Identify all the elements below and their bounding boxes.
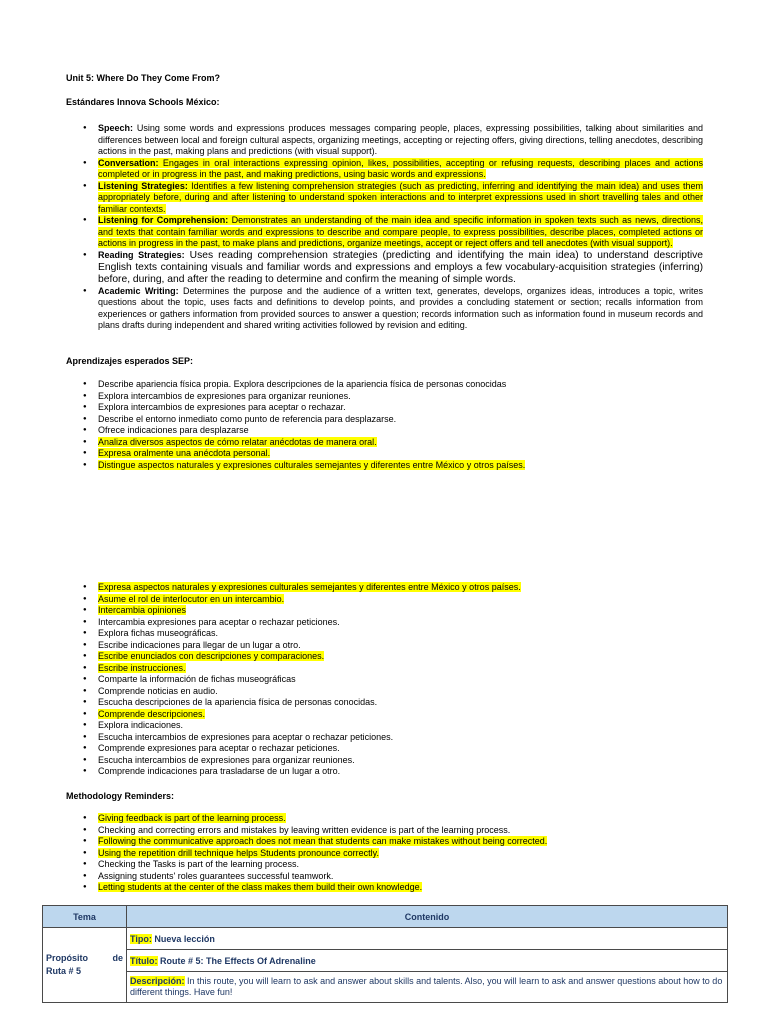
header-contenido: Contenido xyxy=(127,906,728,928)
table-row xyxy=(43,950,728,972)
sep-item-text: Explora intercambios de expresiones para aceptar o rechazar. xyxy=(98,402,346,412)
sep-item-text: Explora fichas museográficas. xyxy=(98,628,219,638)
standard-text: Demonstrates an understanding of the main idea and specific information in spoken texts such as news, directions, and texts that contain familiar words and expressions to describe and compare people, to express possibilities, describe places, completed actions or actions in progress in the past, to make plans and predictions, organize meetings, accept or reject offers and tell anecdotes (with visual support). xyxy=(98,215,703,248)
tipo-label: Tipo: xyxy=(130,933,152,944)
sep-list-2 xyxy=(66,582,706,778)
sep-item xyxy=(66,414,706,426)
standard-term: Listening for Comprehension: xyxy=(98,215,229,225)
sep-item xyxy=(66,686,706,698)
sep-item xyxy=(66,755,706,767)
sep-item-text: Comparte la información de fichas museográficas xyxy=(98,674,296,684)
sep-item-text: Asume el rol de interlocutor en un intercambio. xyxy=(98,593,285,604)
sep-item-text: Comprende expresiones para aceptar o rechazar peticiones. xyxy=(98,743,340,753)
proposito-line-1: Propósito de xyxy=(46,953,123,963)
sep-item-text: Escribe enunciados con descripciones y comparaciones. xyxy=(98,651,325,661)
tipo-value: Nueva lección xyxy=(151,933,215,944)
sep-item-text: Expresa aspectos naturales y expresiones culturales semejantes y diferentes entre México y otros países. xyxy=(98,582,521,592)
sep-item-text: Intercambia opiniones xyxy=(98,605,187,615)
sep-item-text: Ofrece indicaciones para desplazarse xyxy=(98,425,249,435)
standard-text: Engages in oral interactions expressing opinion, likes, possibilities, accepting or refusing requests, describing places and actions completed or in progress in the past, and making predictions, using basic words and expressions. xyxy=(98,157,703,179)
standard-term: Listening Strategies: xyxy=(98,180,188,191)
methodology-item xyxy=(66,882,706,894)
table-row xyxy=(43,928,728,950)
sep-item xyxy=(66,437,706,449)
sep-item-text: Escribe indicaciones para llegar de un lugar a otro. xyxy=(98,639,301,650)
sep-item-text: Escucha intercambios de expresiones para organizar reuniones. xyxy=(98,754,355,765)
sep-item xyxy=(66,766,706,778)
sep-item xyxy=(66,582,706,594)
sep-item xyxy=(66,402,706,414)
titulo-label: Título: xyxy=(130,955,158,966)
methodology-list xyxy=(66,813,706,894)
descripcion-value: In this route, you will learn to ask and answer about skills and talents. Also, you will learn to ask and answer questions about how to do different things. Have fun! xyxy=(130,976,723,997)
sep-item-text: Escucha descripciones de la apariencia física de personas conocidas. xyxy=(98,697,378,707)
titulo-cell xyxy=(127,950,728,972)
sep-item-text: Explora intercambios de expresiones para organizar reuniones. xyxy=(98,390,351,401)
standard-item xyxy=(66,286,703,332)
sep-item-text: Distingue aspectos naturales y expresiones culturales semejantes y diferentes entre México y otros países. xyxy=(98,459,526,470)
methodology-item-text: Giving feedback is part of the learning process. xyxy=(98,813,286,823)
sep-item xyxy=(66,640,706,652)
methodology-item xyxy=(66,859,706,871)
standard-item xyxy=(66,158,703,181)
sep-list-1 xyxy=(66,379,706,471)
unit-title: Unit 5: Where Do They Come From? xyxy=(66,73,221,83)
sep-item xyxy=(66,697,706,709)
sep-item-text: Describe el entorno inmediato como punto de referencia para desplazarse. xyxy=(98,413,397,424)
sep-item xyxy=(66,651,706,663)
descripcion-label: Descripción: xyxy=(130,976,185,986)
sep-item xyxy=(66,594,706,606)
sep-item-text: Analiza diversos aspectos de cómo relatar anécdotas de manera oral. xyxy=(98,436,377,447)
standard-item xyxy=(66,181,703,216)
sep-item xyxy=(66,448,706,460)
sep-item-text: Comprende descripciones. xyxy=(98,708,206,719)
descripcion-cell xyxy=(127,972,728,1003)
sep-item-text: Escucha intercambios de expresiones para aceptar o rechazar peticiones. xyxy=(98,731,394,742)
sep-item-text: Comprende indicaciones para trasladarse de un lugar a otro. xyxy=(98,766,341,776)
tipo-cell xyxy=(127,928,728,950)
standard-text: Uses reading comprehension strategies (predicting and identifying the main idea) to understand descriptive English texts containing visuals and familiar words and expressions and employs a few vocabulary-acquisition strategies (inferring) before, during, and after the reading to determine and confirm the meaning of simple words. xyxy=(98,249,703,285)
methodology-item-text: Using the repetition drill technique helps Students pronounce correctly. xyxy=(98,847,379,858)
sep-item xyxy=(66,743,706,755)
methodology-item-text: Letting students at the center of the class makes them build their own knowledge. xyxy=(98,882,423,892)
proposito-line-2: Ruta # 5 xyxy=(46,966,82,976)
methodology-item xyxy=(66,825,706,837)
standard-item xyxy=(66,123,703,158)
sep-item xyxy=(66,617,706,629)
methodology-item xyxy=(66,848,706,860)
sep-item-text: Explora indicaciones. xyxy=(98,720,184,730)
standard-item xyxy=(66,250,703,286)
sep-item xyxy=(66,605,706,617)
sep-item xyxy=(66,709,706,721)
methodology-item xyxy=(66,871,706,883)
methodology-heading: Methodology Reminders: xyxy=(66,791,175,801)
sep-item-text: Comprende noticias en audio. xyxy=(98,685,218,696)
table-row xyxy=(43,972,728,1003)
proposito-cell xyxy=(43,928,127,1003)
standard-text: Determines the purpose and the audience of a written text, generates, develops, organizes ideas, introduces a topic, writes questions about the topic, uses facts and definitions to develop points, and provides a concluding statement or section; recalls information from experiences or gathers information from provided sources to answer a question; records information such as information found in museum records and plans drafts during independent and shared writing activities followed by revision and editing. xyxy=(98,285,703,330)
methodology-item-text: Assigning students' roles guarantees successful teamwork. xyxy=(98,870,334,881)
table-header-row xyxy=(43,906,728,928)
methodology-item-text: Checking the Tasks is part of the learning process. xyxy=(98,859,299,869)
methodology-item xyxy=(66,836,706,848)
sep-item-text: Describe apariencia física propia. Explora descripciones de la apariencia física de personas conocidas xyxy=(98,379,507,389)
standard-item xyxy=(66,215,703,250)
sep-item xyxy=(66,460,706,472)
sep-item-text: Escribe instrucciones. xyxy=(98,662,186,673)
standard-term: Academic Writing: xyxy=(98,285,179,296)
standard-term: Speech: xyxy=(98,123,134,133)
standard-text: Identifies a few listening comprehension strategies (such as predicting, inferring and identifying the main idea) and uses them appropriately before, during and after listening to understand spoken interactions and to interpret expressions used in short travelling tales and other familiar contexts. xyxy=(98,180,704,214)
sep-item xyxy=(66,663,706,675)
sep-item xyxy=(66,628,706,640)
standards-heading: Estándares Innova Schools México: xyxy=(66,97,220,107)
sep-item-text: Intercambia expresiones para aceptar o rechazar peticiones. xyxy=(98,616,340,627)
sep-item xyxy=(66,425,706,437)
ruta-table xyxy=(42,905,728,1003)
sep-item xyxy=(66,379,706,391)
standard-term: Reading Strategies: xyxy=(98,249,185,260)
header-tema: Tema xyxy=(43,906,127,928)
sep-item xyxy=(66,720,706,732)
standard-text: Using some words and expressions produces messages comparing people, places, expressing possibilities, talking about similarities and differences between local and foreign cultural aspects, organizing meetings, accepting or rejecting offers, giving directions, telling anecdotes, describing actions in the past, making plans and predictions (with visual support). xyxy=(98,123,703,156)
sep-item xyxy=(66,732,706,744)
sep-item xyxy=(66,674,706,686)
methodology-item-text: Following the communicative approach does not mean that students can make mistakes without being corrected. xyxy=(98,836,548,846)
standards-list xyxy=(66,123,703,332)
sep-item xyxy=(66,391,706,403)
methodology-item xyxy=(66,813,706,825)
sep-item-text: Expresa oralmente una anécdota personal. xyxy=(98,448,271,458)
titulo-value: Route # 5: The Effects Of Adrenaline xyxy=(157,955,316,966)
sep-heading: Aprendizajes esperados SEP: xyxy=(66,356,194,366)
methodology-item-text: Checking and correcting errors and mistakes by leaving written evidence is part of the learning process. xyxy=(98,824,511,835)
standard-term: Conversation: xyxy=(98,157,159,168)
